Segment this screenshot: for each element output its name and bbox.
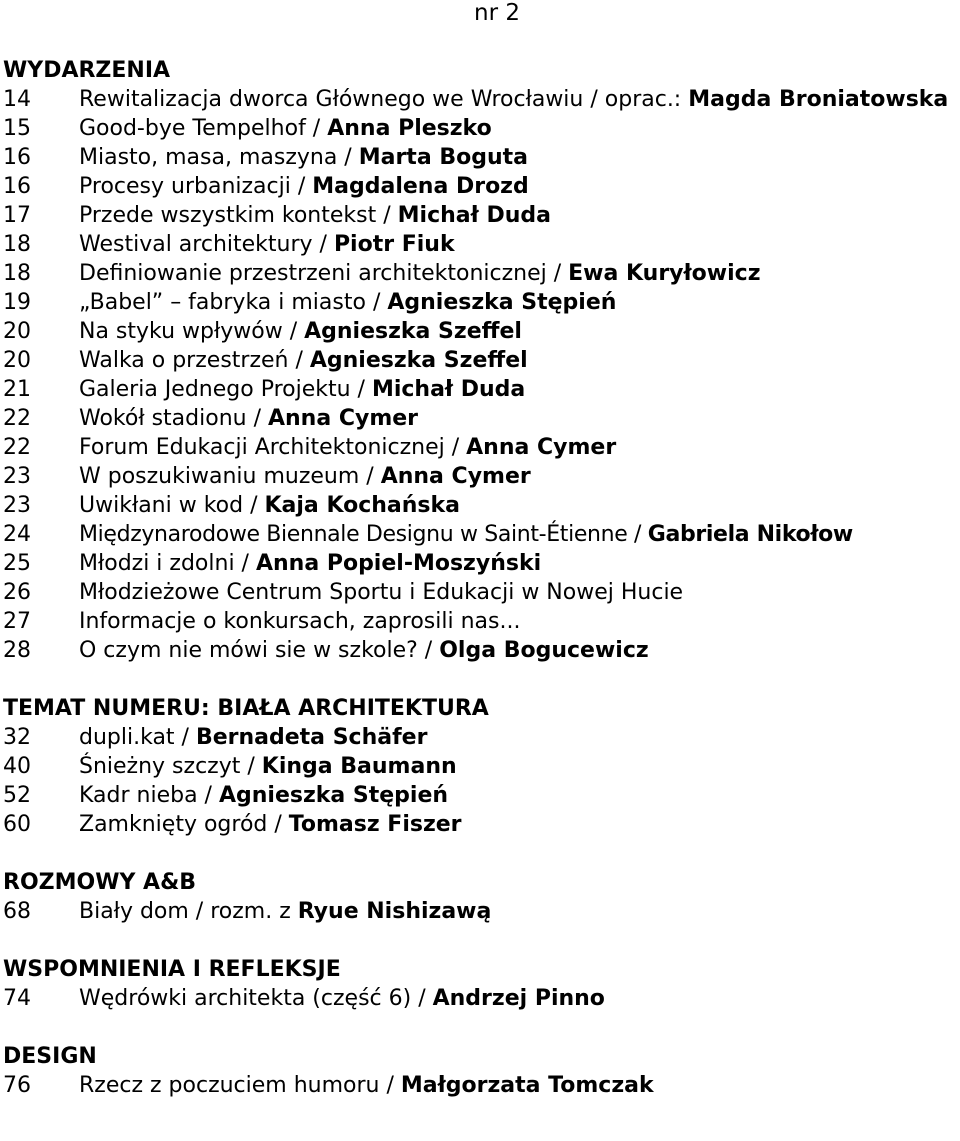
section-spacer bbox=[3, 1013, 960, 1042]
toc-entry bbox=[3, 984, 960, 1013]
entry-title: Rzecz z poczuciem humoru / bbox=[79, 1073, 401, 1098]
page-number: 25 bbox=[3, 551, 31, 576]
toc-entry bbox=[3, 201, 960, 230]
entry-author: Magda Broniatowska bbox=[688, 87, 949, 112]
page-number: 76 bbox=[3, 1073, 31, 1098]
entry-text bbox=[79, 433, 960, 462]
page-number: 26 bbox=[3, 580, 31, 605]
entry-text bbox=[79, 752, 960, 781]
entry-text bbox=[79, 984, 960, 1013]
entry-author: Kinga Baumann bbox=[261, 754, 457, 779]
entry-text bbox=[79, 230, 960, 259]
entry-author: Ryue Nishizawą bbox=[297, 899, 492, 924]
section-spacer bbox=[3, 665, 960, 694]
entry-author: Ewa Kuryłowicz bbox=[568, 261, 761, 286]
page-number: 20 bbox=[3, 348, 31, 373]
entry-text bbox=[79, 201, 960, 230]
entry-author: Anna Pleszko bbox=[327, 116, 492, 141]
entry-text bbox=[79, 897, 960, 926]
section-spacer bbox=[3, 839, 960, 868]
toc-entry bbox=[3, 462, 960, 491]
page-number: 20 bbox=[3, 319, 31, 344]
entry-text bbox=[79, 549, 960, 578]
section-heading: ROZMOWY A&B bbox=[3, 870, 197, 895]
page-number: 23 bbox=[3, 493, 31, 518]
entry-text bbox=[79, 462, 960, 491]
entry-author: Agnieszka Szeffel bbox=[304, 319, 522, 344]
entry-title: Zamknięty ogród / bbox=[79, 812, 289, 837]
toc-entry bbox=[3, 317, 960, 346]
toc-entry bbox=[3, 404, 960, 433]
entry-title: Informacje o konkursach, zaprosili nas... bbox=[79, 609, 521, 634]
entry-author: Agnieszka Szeffel bbox=[309, 348, 528, 373]
entry-author: Marta Boguta bbox=[358, 145, 528, 170]
section-heading: WSPOMNIENIA I REFLEKSJE bbox=[3, 957, 341, 982]
entry-author: Agnieszka Stępień bbox=[218, 783, 449, 808]
toc-entry bbox=[3, 288, 960, 317]
page-number: 23 bbox=[3, 464, 31, 489]
entry-text bbox=[79, 317, 960, 346]
page-number: 18 bbox=[3, 232, 31, 257]
section-heading: DESIGN bbox=[3, 1044, 97, 1069]
entry-author: Bernadeta Schäfer bbox=[195, 725, 428, 750]
entry-title: O czym nie mówi sie w szkole? / bbox=[79, 638, 440, 663]
entry-title: Definiowanie przestrzeni architektonicznej / bbox=[79, 261, 569, 286]
entry-title: W poszukiwaniu muzeum / bbox=[79, 464, 381, 489]
issue-number: nr 2 bbox=[474, 0, 520, 26]
section-spacer bbox=[3, 926, 960, 955]
entry-text bbox=[79, 143, 960, 172]
entry-title: dupli.kat / bbox=[79, 725, 196, 750]
entry-title: Na styku wpływów / bbox=[79, 319, 305, 344]
page-number: 16 bbox=[3, 174, 31, 199]
toc-entry bbox=[3, 114, 960, 143]
toc-entry bbox=[3, 433, 960, 462]
page-number: 28 bbox=[3, 638, 31, 663]
entry-text bbox=[79, 259, 960, 288]
entry-title: Młodzi i zdolni / bbox=[79, 551, 256, 576]
page-number: 14 bbox=[3, 87, 31, 112]
entry-author: Michał Duda bbox=[371, 377, 526, 402]
table-of-contents bbox=[3, 56, 960, 1100]
page-number: 22 bbox=[3, 435, 31, 460]
entry-title: Biały dom / rozm. z bbox=[79, 899, 298, 924]
page-number: 17 bbox=[3, 203, 31, 228]
entry-text bbox=[79, 491, 960, 520]
toc-entry bbox=[3, 143, 960, 172]
entry-text bbox=[79, 810, 960, 839]
page-number: 32 bbox=[3, 725, 31, 750]
entry-text bbox=[79, 114, 960, 143]
toc-entry bbox=[3, 752, 960, 781]
entry-title: Miasto, masa, maszyna / bbox=[79, 145, 359, 170]
entry-title: Galeria Jednego Projektu / bbox=[79, 377, 372, 402]
entry-title: Walka o przestrzeń / bbox=[79, 348, 310, 373]
entry-text bbox=[79, 520, 960, 549]
entry-text bbox=[79, 578, 960, 607]
entry-author: Małgorzata Tomczak bbox=[400, 1073, 654, 1098]
entry-author: Anna Cymer bbox=[267, 406, 419, 431]
toc-entry bbox=[3, 810, 960, 839]
entry-author: Kaja Kochańska bbox=[264, 493, 460, 518]
page-number: 15 bbox=[3, 116, 31, 141]
toc-entry bbox=[3, 607, 960, 636]
toc-entry bbox=[3, 259, 960, 288]
entry-author: Agnieszka Stępień bbox=[387, 290, 617, 315]
entry-text bbox=[79, 1071, 960, 1100]
toc-entry bbox=[3, 85, 960, 114]
entry-author: Andrzej Pinno bbox=[432, 986, 605, 1011]
entry-author: Olga Bogucewicz bbox=[439, 638, 649, 663]
page-number: 22 bbox=[3, 406, 31, 431]
entry-title: Przede wszystkim kontekst / bbox=[79, 203, 398, 228]
toc-entry bbox=[3, 230, 960, 259]
toc-entry bbox=[3, 578, 960, 607]
page-number: 52 bbox=[3, 783, 31, 808]
entry-title: Kadr nieba / bbox=[79, 783, 219, 808]
entry-title: Westival architektury / bbox=[79, 232, 334, 257]
page-number: 68 bbox=[3, 899, 31, 924]
entry-author: Tomasz Fiszer bbox=[288, 812, 462, 837]
entry-text bbox=[79, 607, 960, 636]
toc-entry bbox=[3, 1071, 960, 1100]
page-number: 74 bbox=[3, 986, 31, 1011]
entry-title: Good-bye Tempelhof / bbox=[79, 116, 328, 141]
toc-entry bbox=[3, 636, 960, 665]
entry-text bbox=[79, 172, 960, 201]
page-number: 21 bbox=[3, 377, 31, 402]
toc-entry bbox=[3, 172, 960, 201]
entry-text bbox=[79, 404, 960, 433]
entry-title: „Babel” – fabryka i miasto / bbox=[79, 290, 388, 315]
toc-entry bbox=[3, 346, 960, 375]
toc-entry bbox=[3, 723, 960, 752]
entry-text bbox=[79, 781, 960, 810]
entry-author: Gabriela Nikołow bbox=[647, 522, 853, 547]
entry-text bbox=[79, 288, 960, 317]
toc-entry bbox=[3, 491, 960, 520]
entry-author: Anna Popiel-Moszyński bbox=[255, 551, 542, 576]
entry-text bbox=[79, 85, 960, 114]
page-number: 18 bbox=[3, 261, 31, 286]
entry-title: Międzynarodowe Biennale Designu w Saint-Étienne / bbox=[79, 522, 648, 547]
toc-entry bbox=[3, 520, 960, 549]
entry-title: Forum Edukacji Architektonicznej / bbox=[79, 435, 467, 460]
toc-entry bbox=[3, 375, 960, 404]
entry-author: Michał Duda bbox=[397, 203, 551, 228]
entry-title: Wędrówki architekta (część 6) / bbox=[79, 986, 433, 1011]
entry-title: Rewitalizacja dworca Głównego we Wrocławiu / oprac.: bbox=[79, 87, 689, 112]
entry-title: Śnieżny szczyt / bbox=[79, 754, 262, 779]
entry-title: Procesy urbanizacji / bbox=[79, 174, 313, 199]
entry-author: Magdalena Drozd bbox=[312, 174, 529, 199]
entry-text bbox=[79, 636, 960, 665]
entry-title: Wokół stadionu / bbox=[79, 406, 268, 431]
toc-entry bbox=[3, 897, 960, 926]
page-number: 16 bbox=[3, 145, 31, 170]
page-number: 19 bbox=[3, 290, 31, 315]
page-number: 40 bbox=[3, 754, 31, 779]
entry-text bbox=[79, 375, 960, 404]
entry-title: Młodzieżowe Centrum Sportu i Edukacji w Nowej Hucie bbox=[79, 580, 684, 605]
entry-title: Uwikłani w kod / bbox=[79, 493, 265, 518]
entry-author: Piotr Fiuk bbox=[333, 232, 455, 257]
page-number: 27 bbox=[3, 609, 31, 634]
toc-entry bbox=[3, 781, 960, 810]
section-heading: TEMAT NUMERU: BIAŁA ARCHITEKTURA bbox=[3, 696, 489, 721]
entry-text bbox=[79, 723, 960, 752]
page-number: 60 bbox=[3, 812, 31, 837]
entry-author: Anna Cymer bbox=[466, 435, 617, 460]
toc-entry bbox=[3, 549, 960, 578]
section-heading: WYDARZENIA bbox=[3, 58, 171, 83]
entry-text bbox=[79, 346, 960, 375]
page-number: 24 bbox=[3, 522, 31, 547]
entry-author: Anna Cymer bbox=[380, 464, 531, 489]
